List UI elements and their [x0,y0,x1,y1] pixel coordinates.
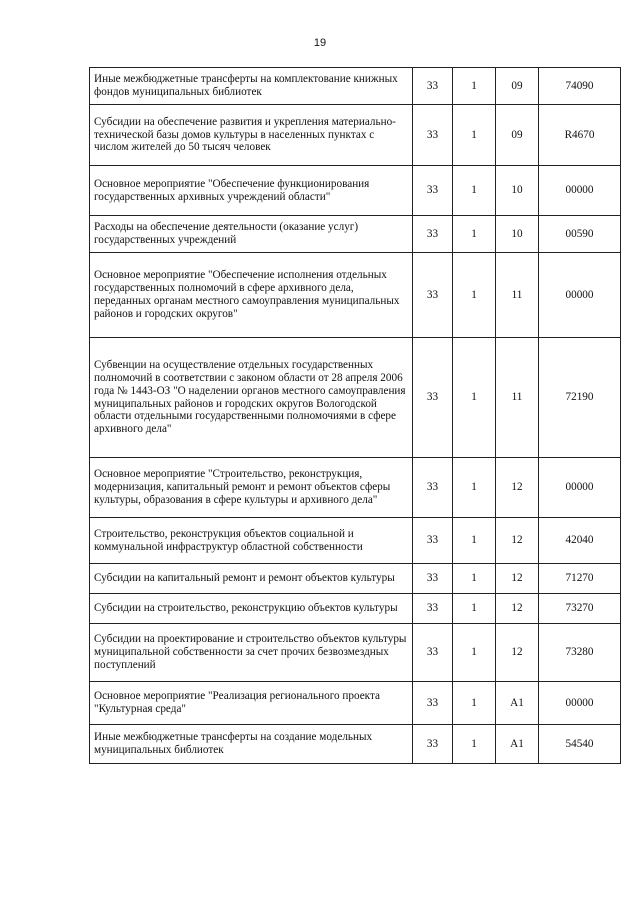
program-code-cell: 1 [453,624,496,682]
expense-code-cell: 71270 [539,564,621,594]
expense-code-cell: 00000 [539,166,621,216]
expense-name-cell: Иные межбюджетные трансферты на комплектование книжных фондов муниципальных библиотек [90,68,413,105]
table-row [90,105,621,166]
table-row [90,725,621,764]
subprogram-code-cell: 12 [496,624,539,682]
table-row [90,216,621,253]
expense-name-cell: Основное мероприятие "Строительство, реконструкция, модернизация, капитальный ремонт и ремонт объектов сферы культуры, образования в сфере культуры и архивного дела" [90,458,413,518]
subprogram-code-cell: 12 [496,518,539,564]
ministry-code-cell: 33 [413,518,453,564]
program-code-cell: 1 [453,725,496,764]
table-row [90,624,621,682]
expense-name-cell: Основное мероприятие "Обеспечение исполнения отдельных государственных полномочий в сфере архивного дела, переданных органам местного самоуправления муниципальных районов и городских округов" [90,253,413,338]
program-code-cell: 1 [453,253,496,338]
program-code-cell: 1 [453,216,496,253]
expense-code-cell: 74090 [539,68,621,105]
expense-code-cell: R4670 [539,105,621,166]
ministry-code-cell: 33 [413,216,453,253]
program-code-cell: 1 [453,594,496,624]
subprogram-code-cell: 10 [496,166,539,216]
subprogram-code-cell: 12 [496,594,539,624]
program-code-cell: 1 [453,166,496,216]
expense-code-cell: 73280 [539,624,621,682]
ministry-code-cell: 33 [413,594,453,624]
page-number: 19 [313,37,327,49]
ministry-code-cell: 33 [413,105,453,166]
subprogram-code-cell: 09 [496,105,539,166]
expense-code-cell: 00590 [539,216,621,253]
program-code-cell: 1 [453,338,496,458]
subprogram-code-cell: 11 [496,253,539,338]
expense-code-cell: 00000 [539,458,621,518]
subprogram-code-cell: А1 [496,725,539,764]
expense-name-cell: Субсидии на обеспечение развития и укрепления материально-технической базы домов культуры в населенных пунктах с числом жителей до 50 тысяч человек [90,105,413,166]
ministry-code-cell: 33 [413,253,453,338]
table-row [90,564,621,594]
subprogram-code-cell: 11 [496,338,539,458]
expense-code-cell: 72190 [539,338,621,458]
expense-name-cell: Субсидии на проектирование и строительство объектов культуры муниципальной собственности за счет прочих безвозмездных поступлений [90,624,413,682]
subprogram-code-cell: 10 [496,216,539,253]
program-code-cell: 1 [453,68,496,105]
ministry-code-cell: 33 [413,682,453,725]
ministry-code-cell: 33 [413,68,453,105]
ministry-code-cell: 33 [413,338,453,458]
ministry-code-cell: 33 [413,624,453,682]
expense-name-cell: Основное мероприятие "Обеспечение функционирования государственных архивных учреждений области" [90,166,413,216]
expense-name-cell: Строительство, реконструкция объектов социальной и коммунальной инфраструктур областной собственности [90,518,413,564]
ministry-code-cell: 33 [413,166,453,216]
expense-name-cell: Субсидии на капитальный ремонт и ремонт объектов культуры [90,564,413,594]
subprogram-code-cell: А1 [496,682,539,725]
program-code-cell: 1 [453,564,496,594]
expense-name-cell: Субвенции на осуществление отдельных государственных полномочий в соответствии с законом области от 28 апреля 2006 года № 1443-ОЗ "О наделении органов местного самоуправления муниципальных районов и городских округов Вологодской области отдельными государственными полномочиями в сфере архивного дела" [90,338,413,458]
table-row [90,68,621,105]
subprogram-code-cell: 09 [496,68,539,105]
program-code-cell: 1 [453,458,496,518]
expense-code-cell: 42040 [539,518,621,564]
expense-name-cell: Субсидии на строительство, реконструкцию объектов культуры [90,594,413,624]
table-row [90,253,621,338]
table-row [90,594,621,624]
ministry-code-cell: 33 [413,458,453,518]
ministry-code-cell: 33 [413,725,453,764]
table-row [90,518,621,564]
program-code-cell: 1 [453,105,496,166]
expense-code-cell: 54540 [539,725,621,764]
expense-name-cell: Расходы на обеспечение деятельности (оказание услуг) государственных учреждений [90,216,413,253]
expense-code-cell: 00000 [539,253,621,338]
expense-name-cell: Основное мероприятие "Реализация регионального проекта "Культурная среда" [90,682,413,725]
table-row [90,458,621,518]
expense-code-cell: 73270 [539,594,621,624]
budget-classification-table [89,67,621,764]
expense-name-cell: Иные межбюджетные трансферты на создание модельных муниципальных библиотек [90,725,413,764]
table-row [90,166,621,216]
subprogram-code-cell: 12 [496,564,539,594]
table-row [90,338,621,458]
expense-code-cell: 00000 [539,682,621,725]
ministry-code-cell: 33 [413,564,453,594]
subprogram-code-cell: 12 [496,458,539,518]
table-row [90,682,621,725]
program-code-cell: 1 [453,682,496,725]
program-code-cell: 1 [453,518,496,564]
